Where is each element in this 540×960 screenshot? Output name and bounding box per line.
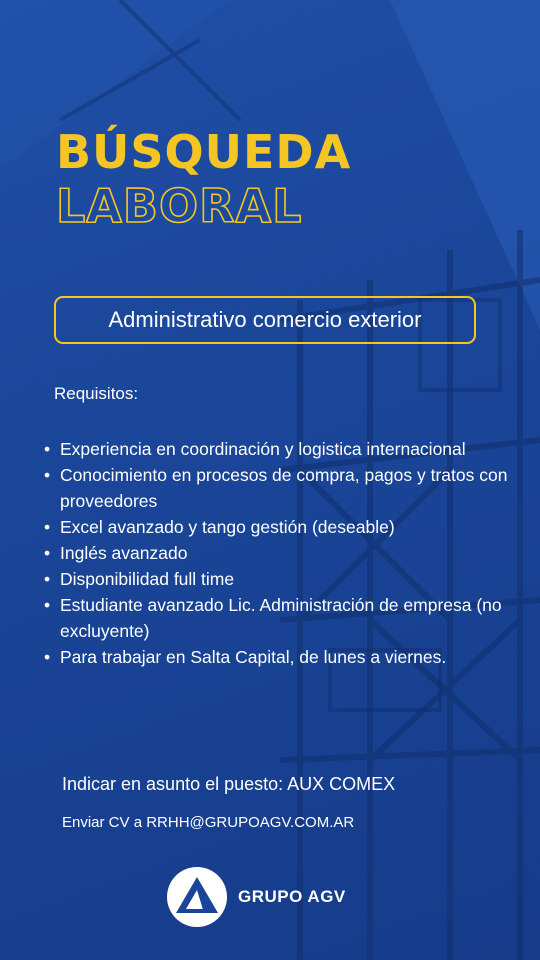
agv-triangle-logo-icon xyxy=(166,866,228,928)
cv-email-instruction: Enviar CV a RRHH@GRUPOAGV.COM.AR xyxy=(62,814,355,831)
brand-name: GRUPO AGV xyxy=(238,887,346,906)
list-item: • Excel avanzado y tango gestión (deseable) xyxy=(44,514,514,540)
title-line-2: LABORAL xyxy=(56,179,303,233)
list-item: • Disponibilidad full time xyxy=(44,566,514,592)
list-item: • Estudiante avanzado Lic. Administración de empresa (no excluyente) xyxy=(44,592,514,644)
job-title-box xyxy=(54,296,476,344)
list-item: • Inglés avanzado xyxy=(44,540,514,566)
list-item: • Para trabajar en Salta Capital, de lunes a viernes. xyxy=(44,644,514,670)
list-item: • Conocimiento en procesos de compra, pagos y tratos con proveedores xyxy=(44,462,514,514)
brand-logo xyxy=(166,866,346,928)
title-line-1: BÚSQUEDA xyxy=(56,125,352,179)
subject-instruction: Indicar en asunto el puesto: AUX COMEX xyxy=(62,774,396,794)
job-title: Administrativo comercio exterior xyxy=(108,307,422,332)
requirements-list xyxy=(44,436,514,670)
requirements-heading: Requisitos: xyxy=(54,384,139,403)
list-item: • Experiencia en coordinación y logistica internacional xyxy=(44,436,514,462)
